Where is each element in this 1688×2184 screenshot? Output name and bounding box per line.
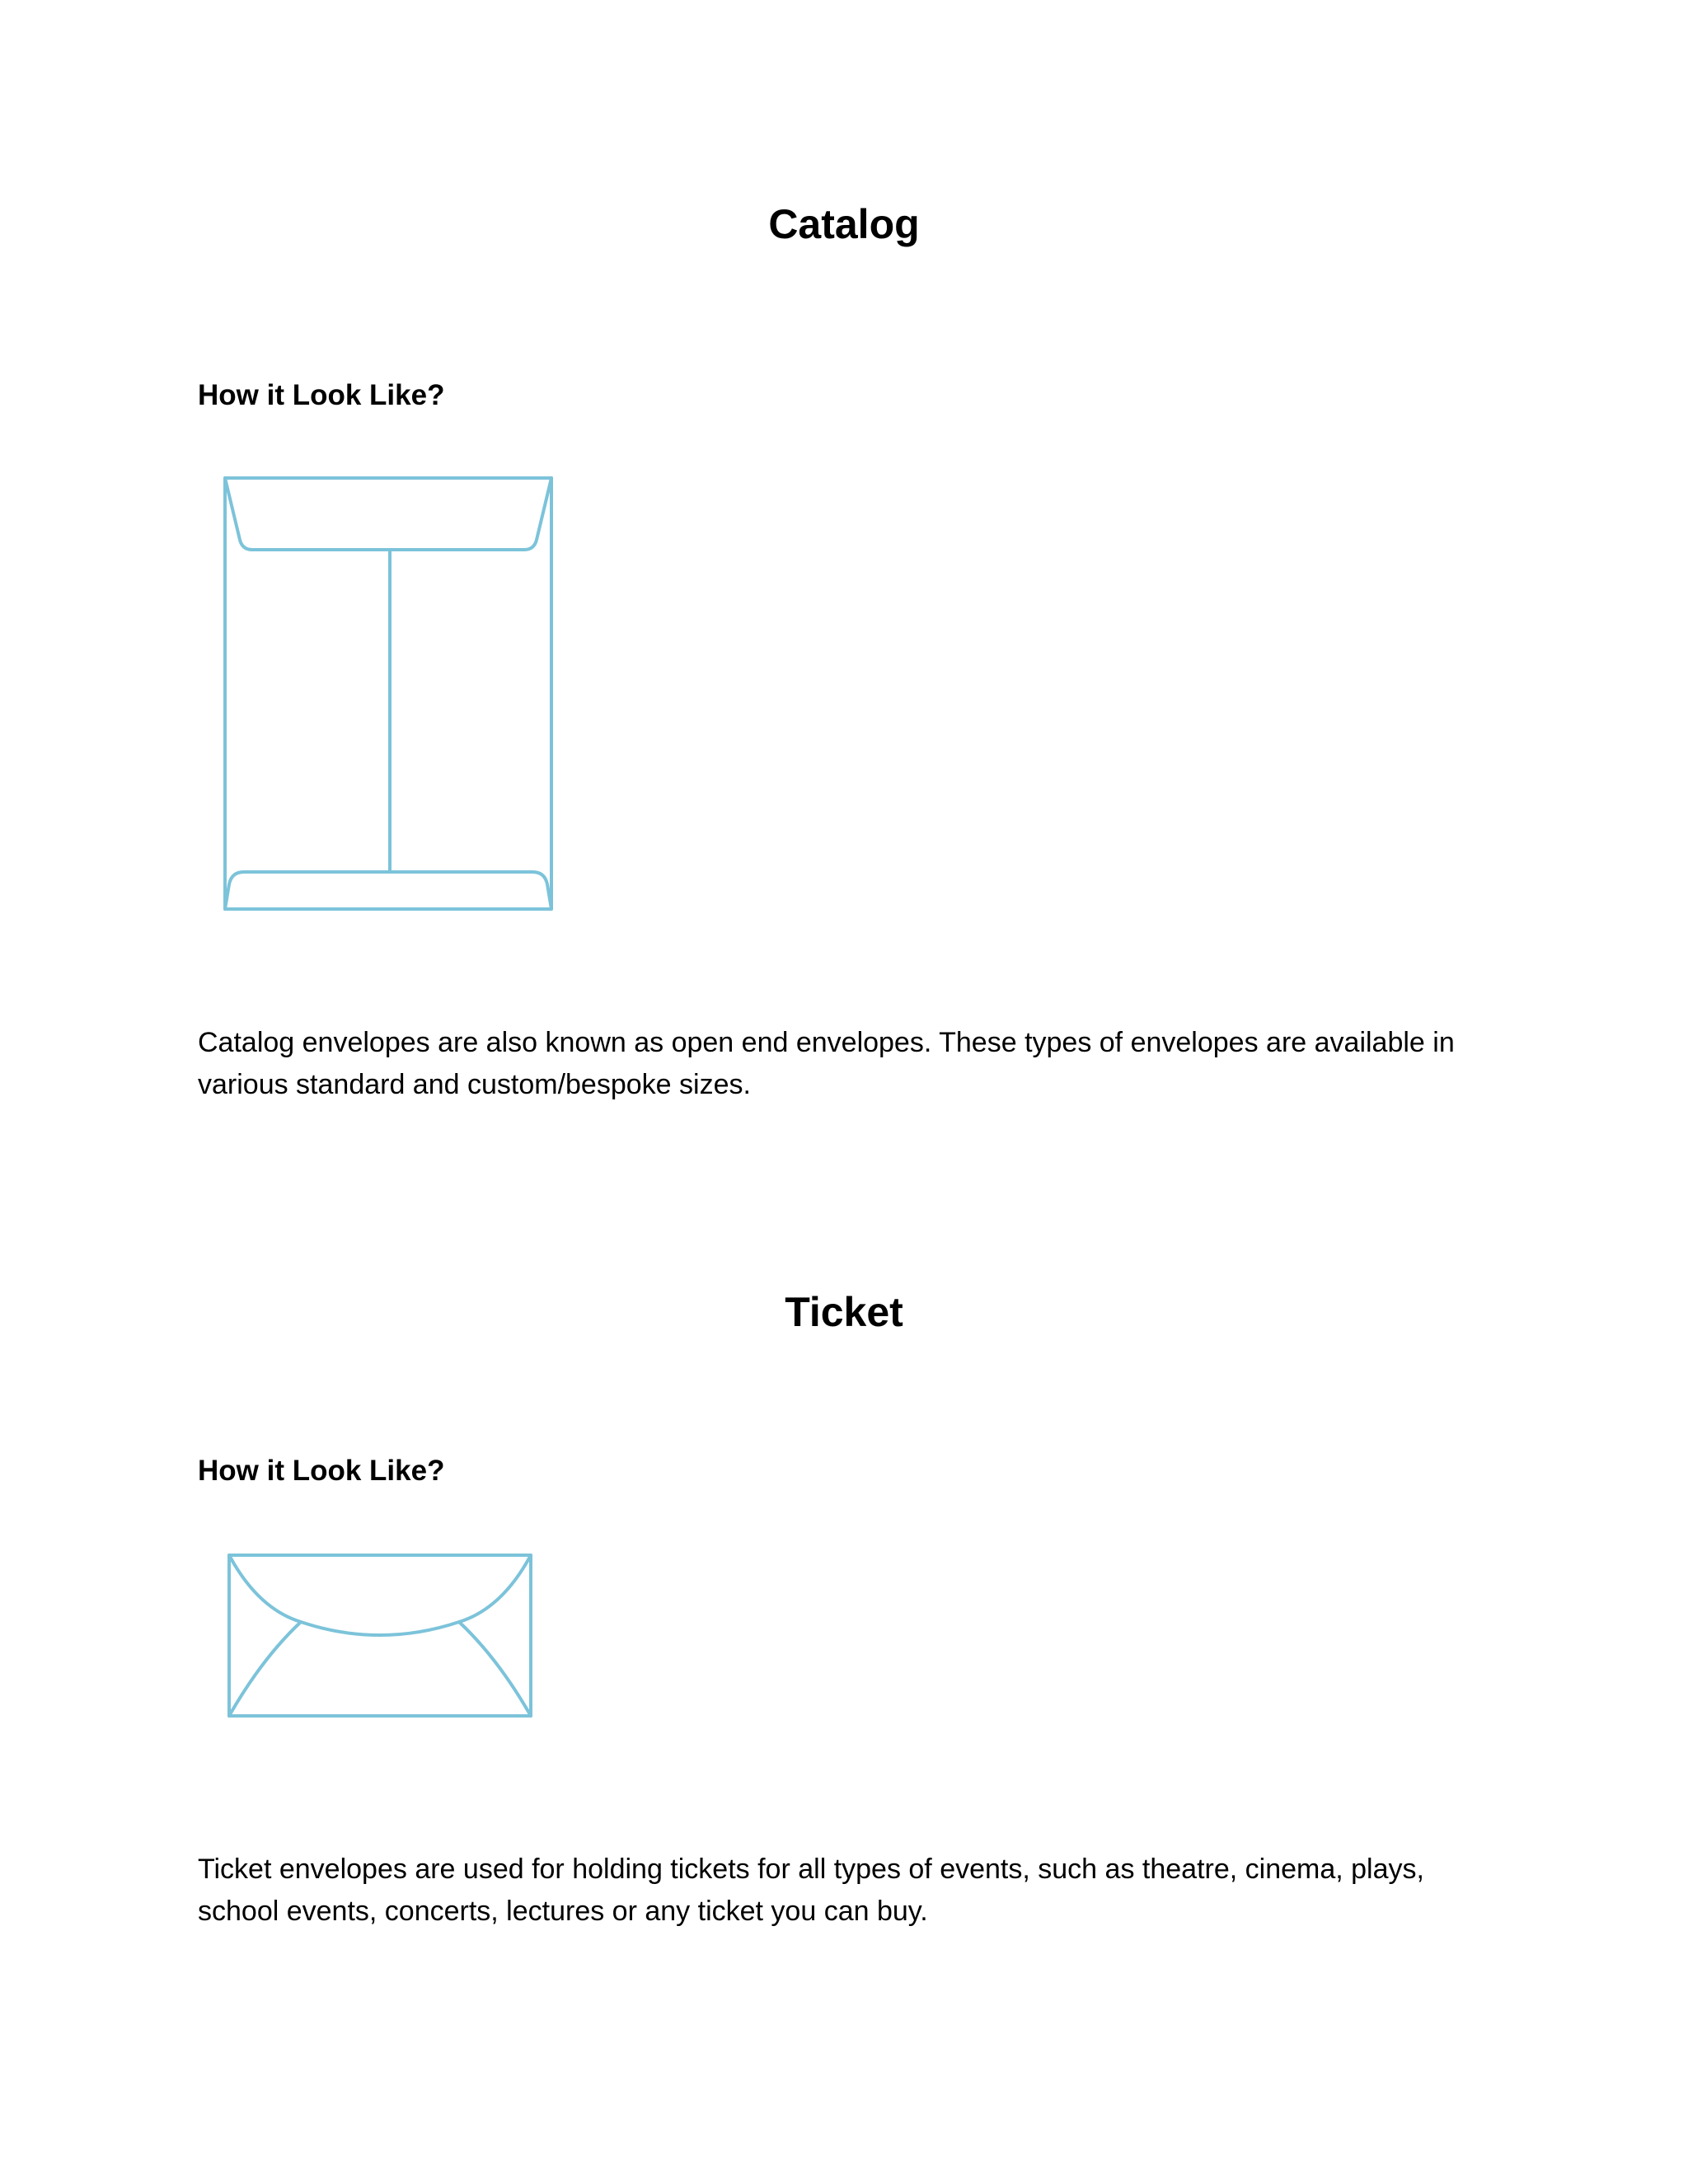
ticket-subheading: How it Look Like? (198, 1455, 445, 1487)
catalog-subheading: How it Look Like? (198, 379, 445, 411)
ticket-envelope-right-fold (459, 1622, 531, 1716)
ticket-envelope-icon (225, 1551, 534, 1720)
catalog-description: Catalog envelopes are also known as open end envelopes. These types of envelopes are available in various standard and custom/bespoke sizes. (198, 1027, 1455, 1100)
ticket-envelope-left-fold (229, 1622, 301, 1716)
ticket-envelope-top-flap (229, 1555, 531, 1635)
catalog-envelope-bottom-flap (225, 872, 551, 909)
ticket-description: Ticket envelopes are used for holding tickets for all types of events, such as theatre, cinema, plays, school events, concerts, lectures or any ticket you can buy. (198, 1854, 1424, 1927)
catalog-envelope-icon (221, 474, 557, 915)
ticket-heading: Ticket (785, 1289, 903, 1335)
catalog-envelope-top-flap (225, 478, 551, 550)
catalog-heading: Catalog (768, 201, 920, 247)
